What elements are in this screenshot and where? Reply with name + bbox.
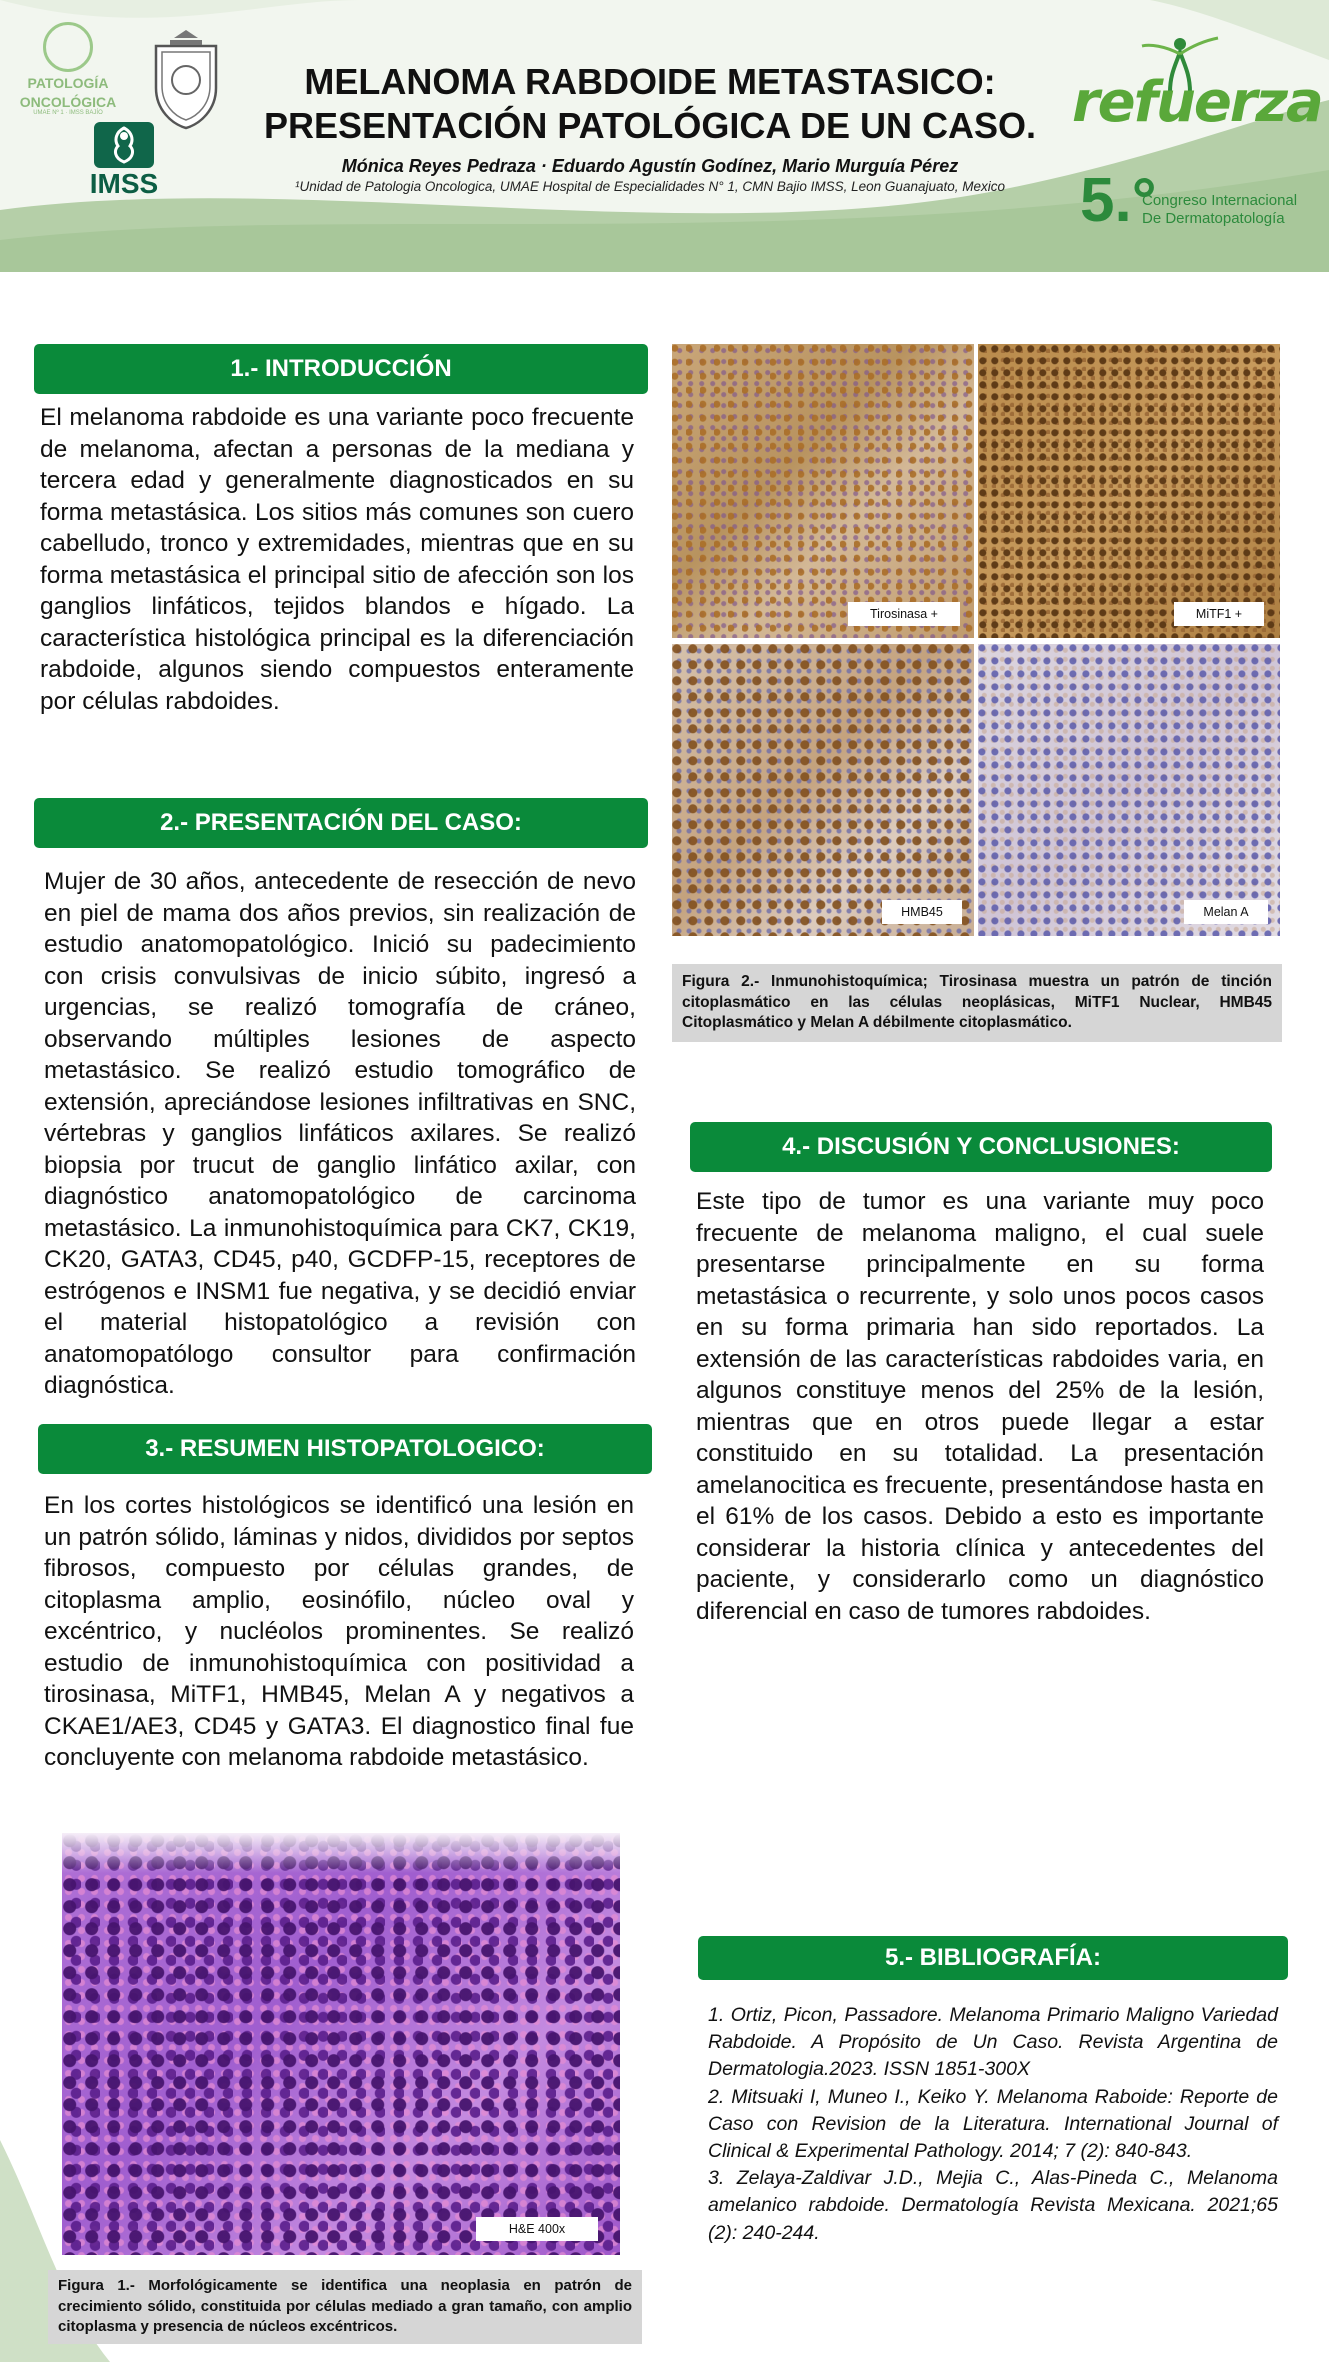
case-heading: 2.- PRESENTACIÓN DEL CASO: [34,798,648,848]
congress-badge [1080,168,1320,236]
histo-heading: 3.- RESUMEN HISTOPATOLOGICO: [38,1424,652,1474]
congress-line1: Congreso Internacional [1142,192,1298,209]
university-shield-icon [150,28,222,130]
imss-logo [88,122,160,210]
discussion-text: Este tipo de tumor es una variante muy poco frecuente de melanoma maligno, el cual suele presentarse principalmente en su forma metastásica o recurrente, y solo unos pocos casos en su forma primaria han sido reportados. La extensión de las características rabdoides varia, en algunos constituye menos del 25% de la lesión, mientras que en otros puede llegar a estar constituido en su totalidad. La presentación amelanocitica es frecuente, presentándose hasta en el 61% de los casos. Debido a esto es importante considerar la historia clínica y antecedentes del paciente, y considerarlo como un diagnóstico diferencial en caso de tumores rabdoides. [696,1188,1264,1625]
patologia-logo-line2: ONCOLÓGICA [19,94,117,110]
figure2-caption: Figura 2.- Inmunohistoquímica; Tirosinasa muestra un patrón de tinción citoplasmático en las células neoplásicas, MiTF1 Nuclear, HMB45 Citoplasmático y Melan A débilmente citoplasmático. [672,964,1282,1042]
title-line1: MELANOMA RABDOIDE METASTASICO: [304,61,996,102]
authors: Mónica Reyes Pedraza · Eduardo Agustín Godínez, Mario Murguía Pérez [341,156,959,176]
ihc-label-hmb45: HMB45 [882,900,962,924]
title-line2: PRESENTACIÓN PATOLÓGICA DE UN CASO. [263,105,1037,146]
bibliography-item: 2. Mitsuaki I, Muneo I., Keiko Y. Melanoma Raboide: Reporte de Caso con Revision de la Literatura. International Journal of Clinical & Experimental Pathology. 2014; 7 (2): 840-843. [708,2085,1278,2163]
patologia-logo-line1: PATOLOGÍA [27,75,109,91]
bibliography-item: 3. Zelaya-Zaldivar J.D., Mejia C., Alas-Pineda C., Melanoma amelanico rabdoide. Dermatología Revista Mexicana. 2021;65 (2): 240-244. [708,2167,1278,2244]
congress-name [1142,192,1297,228]
ihc-hmb45-image [672,644,974,936]
histo-text: En los cortes histológicos se identificó una lesión en un patrón sólido, láminas y nidos, divididos por septos fibrosos, compuesto por células grandes, de citoplasma amplio, eosinófilo, núcleo oval y excéntrico, y nucléolos prominentes. Se realizó estudio de inmunohistoquímica con positividad a tirosinasa, MiTF1, HMB45, Melan A y negativos a CKAE1/AE3, CD45 y GATA3. El diagnostico final fue concluyente con melanoma rabdoide metastásico. [44,1492,634,1771]
he-lumen-area [62,1833,620,1873]
patologia-emblem-icon [43,22,93,72]
bibliography-list [708,2002,1278,2247]
refuerza-logo-text: refuerza [1072,70,1322,135]
poster-title [230,60,1070,148]
ihc-label-melana: Melan A [1184,900,1268,924]
ihc-label-mitf1: MiTF1 + [1174,602,1264,626]
intro-text: El melanoma rabdoide es una variante poco frecuente de melanoma, afectan a personas de la mediana y tercera edad y generalmente diagnosticados en su forma metastásica. Los sitios más comunes son cuero cabelludo, tronco y extremidades, mientras que en su forma metastásica el principal sitio de afección son los ganglios linfáticos, tejidos blandos e hígado. La característica histológica principal es la diferenciación rabdoide, algunos siendo compuestos enteramente por células rabdoides. [40,404,634,715]
ihc-mitf1-image [978,344,1280,638]
ihc-melana-image [978,644,1280,936]
congress-line2: De Dermatopatología [1142,210,1285,227]
affiliation: ¹Unidad de Patologia Oncologica, UMAE Hospital de Especialidades N° 1, CMN Bajio IMSS, Leon Guanajuato, Mexico [294,179,1005,194]
bibliography-item: 1. Ortiz, Picon, Passadore. Melanoma Primario Maligno Variedad Rabdoide. A Propósito de Un Caso. Revista Argentina de Dermatologia.2023. ISSN 1851-300X [708,2004,1278,2081]
refuerza-logo [1062,34,1322,144]
patologia-logo-sub: UMAE Nº 1 · IMSS BAJÍO [33,110,103,116]
figure1-caption: Figura 1.- Morfológicamente se identifica una neoplasia en patrón de crecimiento sólido, constituida por células mediado a gran tamaño, con amplio citoplasma y presencia de núcleos excéntricos. [48,2270,642,2344]
ihc-label-tirosinasa: Tirosinasa + [848,602,960,626]
he-label: H&E 400x [476,2217,598,2241]
discussion-heading: 4.- DISCUSIÓN Y CONCLUSIONES: [690,1122,1272,1172]
intro-heading: 1.- INTRODUCCIÓN [34,344,648,394]
congress-number: 5.° [1080,166,1157,235]
he-micrograph [62,1833,620,2255]
biblio-heading: 5.- BIBLIOGRAFÍA: [698,1936,1288,1980]
ihc-tirosinasa-image [672,344,974,638]
patologia-oncologica-logo [18,22,118,117]
imss-logo-text: IMSS [89,168,159,199]
case-text: Mujer de 30 años, antecedente de resección de nevo en piel de mama dos años previos, sin realización de estudio anatomopatológico. Inició su padecimiento con crisis convulsivas de inicio súbito, ingresó a urgencias, se realizó tomografía de cráneo, observando múltiples lesiones de aspecto metastásico. Se realizó estudio tomográfico de extensión, apreciándose lesiones infiltrativas en SNC, vértebras y ganglios linfáticos axilares. Se realizó biopsia por trucut de ganglio linfático axilar, con diagnóstico anatomopatológico de carcinoma metastásico. La inmunohistoquímica para CK7, CK19, CK20, GATA3, CD45, p40, GCDFP-15, receptores de estrógenos e INSM1 fue negativa, y se decidió enviar el material histopatológico a revisión con anatomopatólogo consultor para confirmación diagnóstica. [44,868,636,1399]
imss-emblem-icon [94,122,154,168]
